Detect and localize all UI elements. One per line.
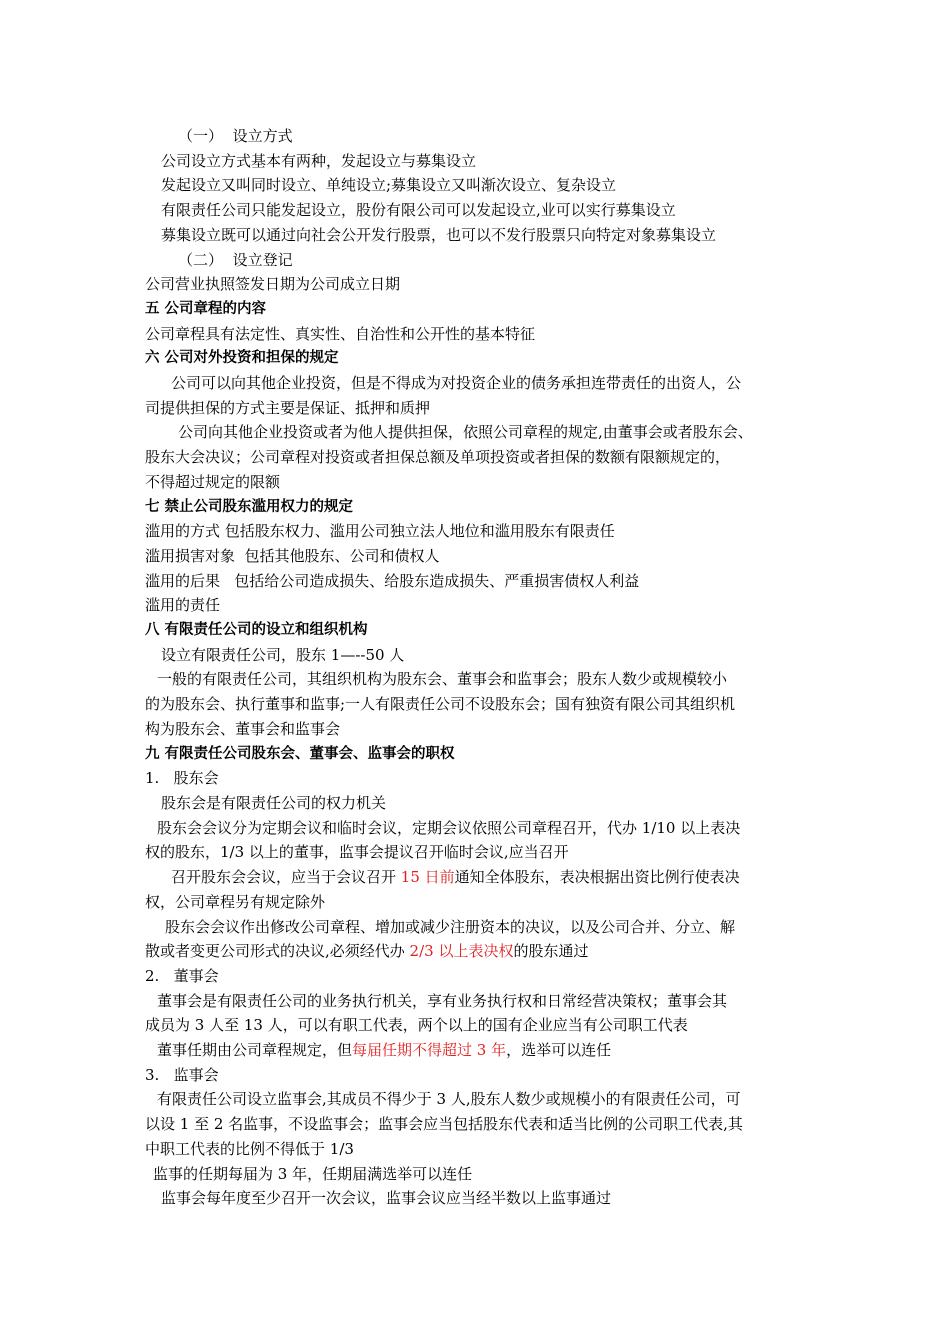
numbered-item-1: 1. 股东会: [145, 769, 219, 788]
paragraph: 监事的任期每届为 3 年，任期届满选举可以连任: [153, 1164, 473, 1183]
paragraph: 监事会每年度至少召开一次会议，监事会议应当经半数以上监事通过: [161, 1189, 612, 1208]
paragraph: 司提供担保的方式主要是保证、抵押和质押: [145, 398, 431, 417]
paragraph: 公司章程具有法定性、真实性、自治性和公开性的基本特征: [145, 324, 536, 343]
section-heading-8: 八 有限责任公司的设立和组织机构: [145, 622, 368, 639]
highlight-text: 15 日前: [400, 868, 455, 887]
subsection-1: （一） 设立方式: [178, 127, 293, 145]
section-heading-9: 九 有限责任公司股东会、董事会、监事会的职权: [145, 745, 455, 762]
paragraph: 成员为 3 人至 13 人，可以有职工代表，两个以上的国有企业应当有公司职工代表: [145, 1016, 688, 1035]
paragraph: 以设 1 至 2 名监事，不设监事会；监事会应当包括股东代表和适当比例的公司职工代表,其: [145, 1115, 743, 1134]
paragraph: 股东会会议作出修改公司章程、增加或减少注册资本的决议，以及公司合并、分立、解: [165, 917, 736, 936]
paragraph: 股东会会议分为定期会议和临时会议，定期会议依照公司章程召开，代办 1/10 以上表决: [157, 818, 741, 837]
paragraph: 发起设立又叫同时设立、单纯设立;募集设立又叫渐次设立、复杂设立: [161, 176, 617, 195]
numbered-item-3: 3. 监事会: [145, 1065, 219, 1084]
section-heading-7: 七 禁止公司股东滥用权力的规定: [145, 498, 354, 515]
paragraph: 构为股东会、董事会和监事会: [145, 719, 341, 738]
paragraph: 有限责任公司设立监事会,其成员不得少于 3 人,股东人数少或规模小的有限责任公司，可: [157, 1090, 741, 1109]
section-heading-5: 五 公司章程的内容: [145, 300, 267, 317]
paragraph: 公司设立方式基本有两种，发起设立与募集设立: [161, 151, 477, 170]
highlight-text: 2/3 以上表决权: [409, 942, 514, 961]
paragraph: 滥用的责任: [145, 596, 221, 615]
paragraph: 召开股东会会议，应当于会议召开 15 日前通知全体股东，表决根据出资比例行使表决: [171, 868, 740, 887]
paragraph: 滥用的方式 包括股东权力、滥用公司独立法人地位和滥用股东有限责任: [145, 522, 615, 541]
paragraph: 滥用的后果 包括给公司造成损失、给股东造成损失、严重损害债权人利益: [145, 571, 640, 590]
document-body: [145, 124, 813, 1211]
paragraph: 散或者变更公司形式的决议,必须经代办 2/3 以上表决权的股东通过: [145, 942, 589, 961]
paragraph: 有限责任公司只能发起设立，股份有限公司可以发起设立,业可以实行募集设立: [161, 201, 676, 220]
numbered-item-2: 2. 董事会: [145, 966, 219, 985]
subsection-2: （二） 设立登记: [178, 250, 293, 269]
paragraph: 不得超过规定的限额: [145, 472, 281, 491]
section-heading-6: 六 公司对外投资和担保的规定: [145, 350, 339, 367]
paragraph: 股东大会决议；公司章程对投资或者担保总额及单项投资或者担保的数额有限额规定的，: [145, 448, 731, 467]
paragraph: 董事会是有限责任公司的业务执行机关，享有业务执行权和日常经营决策权；董事会其: [157, 991, 728, 1010]
paragraph: 权，公司章程另有规定除外: [145, 892, 326, 911]
paragraph: 公司向其他企业投资或者为他人提供担保，依照公司章程的规定,由董事会或者股东会、: [178, 423, 753, 442]
paragraph: 设立有限责任公司，股东 1—--50 人: [161, 645, 405, 664]
paragraph: 一般的有限责任公司，其组织机构为股东会、董事会和监事会；股东人数少或规模较小: [157, 670, 728, 689]
paragraph: 股东会是有限责任公司的权力机关: [161, 793, 387, 812]
paragraph: 中职工代表的比例不得低于 1/3: [145, 1139, 354, 1158]
highlight-text: 每届任期不得超过 3 年: [352, 1041, 507, 1060]
paragraph: 公司可以向其他企业投资，但是不得成为对投资企业的债务承担连带责任的出资人，公: [171, 374, 742, 393]
paragraph: 募集设立既可以通过向社会公开发行股票，也可以不发行股票只向特定对象募集设立: [161, 225, 717, 244]
paragraph: 公司营业执照签发日期为公司成立日期: [145, 275, 401, 294]
paragraph: 滥用损害对象 包括其他股东、公司和债权人: [145, 546, 440, 565]
paragraph: 权的股东，1/3 以上的董事，监事会提议召开临时会议,应当召开: [145, 843, 569, 862]
paragraph: 董事任期由公司章程规定，但每届任期不得超过 3 年，选举可以连任: [157, 1041, 612, 1060]
paragraph: 的为股东会、执行董事和监事;一人有限责任公司不设股东会；国有独资有限公司其组织机: [145, 695, 736, 714]
